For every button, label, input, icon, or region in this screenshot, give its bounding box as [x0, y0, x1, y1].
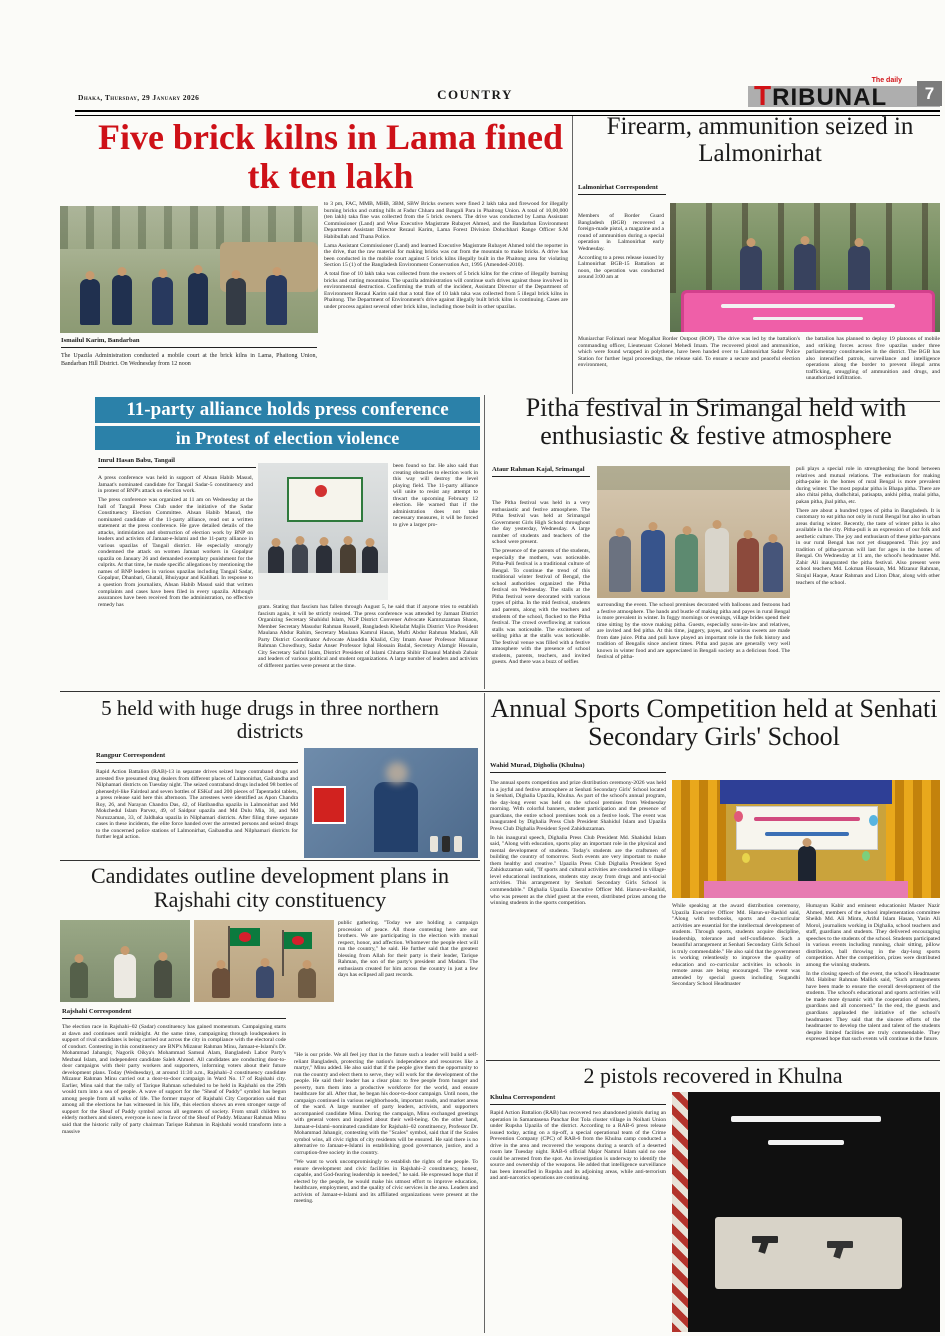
firearm-headline: Firearm, ammunition seized in Lalmonirhat	[606, 113, 914, 167]
paragraph: According to a press release issued by Lalmonirhat BGB-15 Battalion at noon, the operation was conducted around 3:00 am at	[578, 254, 664, 281]
pitha-col-right	[796, 466, 940, 690]
drugs-byline: Rangpur Correspondent	[96, 752, 298, 763]
brick-body	[324, 201, 568, 391]
alliance-byline: Imrul Hasan Babu, Tangail	[98, 457, 256, 468]
alliance-col-right	[393, 463, 478, 600]
alliance-banner-line1: 11-party alliance holds press conference	[95, 397, 480, 423]
paragraph: public gathering. "Today we are holding a campaign procession of peace. All those contesting here are our brothers. We are participating in the election with mutual respect, honor, and affection. Whomever the people elect will run the country," he said. He further said that the greatest blessing from Allah for their party is their leader, Tarique Rahman, the son of the party's president and Madam. The enthusiasm created for him across the country in just a few days has eclipsed all past records.	[338, 920, 478, 979]
paragraph: the battalion has planned to deploy 19 platoons of mobile and striking forces across five upazilas under three parliamentary constituencies in the district. The BGB has also intensified patrols, surveillance and intelligence operations along the border to prevent illegal arms trafficking, smuggling of ammunition and drugs, and unauthorized infiltration.	[806, 336, 940, 382]
pistols-body	[490, 1110, 666, 1292]
photo-drug-arrest	[304, 748, 478, 858]
paragraph: Rapid Action Battalion (RAB) has recovered two abandoned pistols during an operation in Samantasena Panchar Bot Tola cluster village in Noihati Union under Rupsha Upazila of the district. According to a RAB-6 press release issued today, acting on a tip-off, a special operational team of the Crime Prevention Company (CPC) of RAB-6 from the Khulna camp conducted a drive in the area and recovered the weapons during a search of a deserted room late Tuesday night. RAB-6 official Major Namrul Islam said no one could be arrested from the spot. An investigation is underway to identify the source and ownership of the weapons. He added that intelligence surveillance has been intensified in Rupsha and its adjoining areas, while anti-terrorism and anti-narcotics operations are continuing.	[490, 1110, 666, 1182]
paragraph: to 3 pm, FAC, MMB, MHB, 3BM, SBW Bricks owners were fined 2 lakh taka and firewood for illegally burning bricks and cutting hills at Fadur Chhara and Bangali Para in Phaitong Union. A total of 10,00,000 (ten lakh) taka fine was collected from the 5 brick owners. The drive was conducted by Lama Assistant Commissioner (Land) and Wise Executive Magistrate Rubayet Ahmed, and the Bandarban Environment Department Assistant Director Rezaul Karim, Lama Forest Division Doluchhari Range Officer S.M Habibullah and Thana Police.	[324, 201, 568, 240]
sports-col-mid	[672, 903, 800, 1057]
brick-photo-credit: Ismailul Karim, Bandarban	[61, 337, 317, 348]
brick-headline: Five brick kilns in Lama fined tk ten lakh	[97, 117, 564, 196]
alliance-banner-line2: in Protest of election violence	[95, 426, 480, 450]
photo-bgb-soldiers	[670, 203, 940, 332]
pitha-headline: Pitha festival in Srimangal held with enthusiastic & festive atmosphere	[525, 393, 907, 451]
photo-pitha-festival	[597, 466, 790, 598]
rajshahi-col-right	[294, 1052, 478, 1330]
paragraph: A total fine of 10 lakh taka was collected from the owners of 5 brick kilns for the crime of illegally burning bricks and cutting mountains. The upazila administration will continue such drives against those involved in environmental destruction. Confirming the truth of the incident, Assistant Director of the Department of Environment Rezaul Karim said that a total fine of 10 lakh taka was collected from 5 illegal brick kilns in Phaitong. The Department of Environment's drive against illegally built brick kilns is continuing. Cases are under process against several other brick kilns, including those built in other upazilas.	[324, 271, 568, 310]
sports-col-right	[806, 903, 940, 1057]
rajshahi-byline: Rajshahi Correspondent	[62, 1008, 286, 1019]
masthead-prefix: The daily	[871, 77, 902, 84]
page-number: 7	[917, 81, 942, 106]
pitha-col-mid	[597, 602, 790, 690]
firearm-col-wide	[578, 336, 800, 398]
paragraph: been found so far. He also said that creating obstacles to election work in this way will destroy the level playing field. The 11-party alliance will unite to resist any attempt to thwart the upcoming February 12 election. He warned that if the administration does not take necessary measures, it will be forced to give a larger pro-	[393, 463, 478, 528]
drugs-body	[96, 769, 298, 861]
paragraph: The election race in Rajshahi–02 (Sadar) constituency has gained momentum. Campaigning starts at dawn and continues until midnight. At the same time, campaigning through loudspeakers in support of rival candidates is being carried out across the city in compliance with the electoral code of conduct. Contesting in this constituency are BNP's Mizanur Rahman Minu, Jamaat-e-Islami's Dr. Mohammad Jahangir, Nagorik Oikya's Mohammad Samsul Alam, Bangladesh Labor Party's Mezbaul Islam, and independent candidate Saleh Ahmed. All candidates are conducting door-to-door campaigns with their party workers and supporters, informing voters about their future development plans. Today (Wednesday), at around 11:30 a.m., Rajshahi–2 constituency candidate Mizanur Rahman Minu carried out a door-to-door campaign in Ward No. 17 of Rajshahi city. Earlier, Minu said that the rally of Tarique Rahman scheduled to be held in Rajshahi on the 29th would turn into a sea of people. A wave of support for the "Sheaf of Paddy" symbol has begun among people from all walks of life. The former mayor of Rajshahi City Corporation said that among all the elections he has witnessed in his life, this election shows an even stronger surge of support for the Sheaf of Paddy symbol across all segments of society. From small children to elderly mothers and sisters, everyone is now in favor of the Sheaf of Paddy. Mizanur Rahman Minu said that the historic rally of party chairman Tarique Rahman in Rajshahi would transform into a massive	[62, 1024, 286, 1135]
rajshahi-col-left	[62, 1024, 286, 1224]
photo-rajshahi-campaign	[60, 920, 190, 1002]
rajshahi-col-top	[338, 920, 478, 1048]
paragraph: "He is our pride. We all feel joy that in the future such a leader will build a self-reliant Bangladesh, protecting the nation's independence and resources like a martyr," Minu added. He also said that if the people give them the opportunity to run the country and elect them to serve, they will work for the development of the people. He said their leader has a clear plan: to free people from hunger and poverty, turn them into a productive workforce for the world, and ensure healthcare for all. After that, he began his door-to-door campaign. Until noon, the campaign continued in various neighborhoods, important roads, and market areas of the ward. A large number of party leaders, activists, and supporters accompanied candidate Minu. During the campaign, Minu exchanged greetings with general voters and inquired about their well-being. On the other hand, Jamaat-e-Islami–nominated candidate for Rajshahi–02 constituency, Professor Dr. Mohammad Jahangir, contesting with the "Scales" symbol, said that if the Scales symbol wins, all civic rights of city residents will be ensured. He said there is no alternative to Jamaat-e-Islami in establishing good governance, justice, and a corruption-free society in the country.	[294, 1052, 478, 1156]
sports-col-left	[490, 780, 666, 1056]
paragraph: The press conference was organized at 11 am on Wednesday at the hall of Tangail Press Club under the initiative of the Sadar Constituency Election Committee. Ahsan Habib Masud, the nominated candidate of the 11-party alliance, read out a written statement at the press conference. He gave detailed details of the attacks, intimidation and obstruction of election work by BNP on leaders and activists of Jamaat-e-Islami and the 11-party alliance in various upazilas of Tangail district. He especially strongly condemned the attack on women Jamaat workers in Gopalpur upazila on January 26 and demanded exemplary punishment for the culprits. At that time, he made specific allegations by mentioning the names of BNP leaders in various upazilas including Tangail Sadar, Gopalpur, Dhanbari, Ghatail, Bhuiyapur and Kalihati. In response to a question from journalists, Ahsan Habib Masud said that written complaints and cases have been filed in every upazila. Although assurances have been received from the administration, no effective remedy has	[98, 497, 253, 608]
paragraph: surrounding the event. The school premises decorated with balloons and festoons had a festive atmosphere. The hands and bustle of making pitha and payes in rural Bengal is more prevalent in winter. In foggy mornings or evenings, village brides spend their time sitting by the stove making pitha. Guests, especially sons-in-law and relatives, are invited and fed pitha. At this time, jaggery, payes, and various sweets are made from date juice. Pitha and puli have played an important role in the folk history and tradition of Bengalis since ancient times. Pitha and payas are generally very well known in winter food and are appreciated in Bengali society as a delicious food. The festival of pitha-	[597, 602, 790, 661]
paragraph: Humayun Kabir and eminent educationist Master Nazir Ahmed, members of the school implementation committee Sheikh Md. Ali Mintu, Ariful Islam Hasan, Yasin Ali Morol, journalists working in Dighalia, school teachers and staff, guardians and students. They delivered encouraging speeches to the students of the school. Students participated in various events including running, chair sitting, pillow distribution, ball throwing in the day-long sports competition. After the competition, prizes were distributed among the winning students.	[806, 903, 940, 968]
banner-pink	[681, 290, 935, 332]
pistols-headline: 2 pistols recovered in Khulna	[583, 1063, 843, 1088]
pistols-byline: Khulna Correspondent	[490, 1094, 666, 1105]
paragraph: There are about a hundred types of pitha in Bangladesh. It is customary to eat pitha not only in rural Bengal but also in urban areas during winter. Recently, the taste of winter pitha is also available in the city. Pitha-puli is an expression of our folk and aesthetic culture. The joy and enthusiasm of these pitha-parvans in our rural Bengal has not yet disappeared. This joy and tradition of pitha-parvan will last for ages in the homes of Bengal. On Wednesday at 11 am, the school's headmaster Md. Zahir Ali inaugurated the pitha festival. Also present were school teachers Md. Lokman Hossain, Md. Mizanur Rahman, Sirajul Haque, Ataur Rahman and Liton Dhar, along with other teachers of the school.	[796, 507, 940, 586]
brick-caption: The Upazila Administration conducted a mobile court at the brick kilns in Lama, Phaitong Union, Bandarban Hill District. On Wednesday from 12 noon	[61, 353, 317, 367]
paragraph: puli plays a special role in strengthening the bond between relatives and mutual relations. The enthusiasm for making pitha-paise in the homes of rural Bengal is more prevalent during winter. The most popular pitha is Bhapa pitha. There are also chitai pitha, dudhchitai, patisapta, ankhi pitha, malai pitha, pakan pitha, jhal pitha, etc.	[796, 466, 940, 505]
paragraph: Members of Border Guard Bangladesh (BGB) recovered a foreign-made pistol, a magazine and a round of ammunition during a special operation in Lalmonirhat early Wednesday.	[578, 213, 664, 252]
photo-rajshahi-flags	[194, 920, 334, 1002]
firearm-col-right	[806, 336, 940, 398]
paragraph: "We want to work uncompromisingly to establish the rights of the people. To ensure development and civic facilities in Rajshahi–2 constituency, honest, capable, and God-fearing leadership is needed," he said. He expressed hope that if elected by the people, he would make his utmost effort to improve education, healthcare, employment, and the quality of civic services in the area. Leaders and activists of Jamaat-e-Islami and its affiliated organizations were present at the meeting.	[294, 1159, 478, 1205]
rule-above-pistols	[486, 1060, 940, 1061]
paragraph: A press conference was held in support of Ahsan Habib Masud, Jamaat's nominated candidate for Tangail Sadar-5 constituency and in protest of BNP's attack on election work.	[98, 475, 253, 495]
masthead-title	[754, 80, 887, 112]
photo-sports-stage	[672, 780, 940, 898]
date-line: Dhaka, Thursday, 29 January 2026	[78, 93, 200, 102]
pitha-col-left	[492, 500, 590, 690]
firearm-byline: Lalmonirhat Correspondent	[578, 184, 666, 195]
paragraph: Rapid Action Battalion (RAB)-13 in separate drives seized huge contraband drugs and arrested five presumed drug dealers from different places of Lalmonirhat, Gaibandha and Nilphamari districts on Tuesday night. The seized contraband drugs included 98 bottles of phensedyl-like Fairdeal and seven bottles of ESKuf and 200 pieces of Tapentadol tablets, a press release said here this afternoon. The arrestees were identified as Apon Chandra Roy, 26, and Narayan Chandra Das, 42, of Hatibandha upazila in Lalmonirhat and Md Mokchedul Islam Parvez, 49, of Saidpur upazila and Md Dulu Mia, 36, and Md Nuruzzaman, 33, of Jaldhaka upazila in Nilphamari districts. After filing three separate cases in these incidents, the elite force handed over the arrested persons and seized drugs to the concerned police stations of Lalmonirhat, Gaibandha and Nilphamari districts for further legal action.	[96, 769, 298, 841]
divider-top	[572, 116, 573, 394]
paragraph: gram. Stating that fascism has fallen through August 5, he said that if anyone tries to establish fascism again, it will be strictly resisted. The press conference was attended by Jamaat District Organizing Secretary Shahidul Islam, NCP District Convener Advocate Kamruzzaman Shaon, Member Secretary Masudur Rahman Russell, Bangladesh Khelafat Majlis District Vice President Maulana Abdur Rahim, Secretary Maulana Kamrul Hasan, Mufti Abdur Rahman Madani, AB Party District Coordinator Advocate Alauddin Khalid, City Imam Anser Professor Mizanur Rahman Chowdhury, Sadar Anser Professor Iqbal Hossain Badal, Secretary Alamgir Hossain, City Secretary Saiful Islam, District President of Islami Chhatra Shibir Ehsanul Mahbub Zubair and leaders of various political and student organizations. A large number of leaders and activists of different parties were present at the time.	[258, 604, 478, 669]
paragraph: In his inaugural speech, Dighalia Press Club President Md. Shahidul Islam said, "Along with education, sports play an important role in the physical and mental development of students. Today's students are the craftsmen of building the country of tomorrow. Such events are very important to make them healthy and creative." Upazila Press Club Dighalia President Syed Zahiduzzaman said, "If sports and cultural activities are conducted in village-level educational institutions, students stay away from drugs and anti-social activities. This arrangement by Senhati Secondary Girls School is commendable." Dighalia Upazila Executive Officer Md. Harun-ur-Rashid, who was present as the chief guest at the event, distributed prizes among the winning students in the sports competition.	[490, 834, 666, 907]
alliance-bottom-block	[258, 604, 478, 690]
drugs-headline: 5 held with huge drugs in three northern districts	[101, 696, 439, 743]
rajshahi-headline: Candidates outline development plans in Rajshahi city constituency	[90, 863, 450, 912]
masthead	[748, 78, 942, 110]
alliance-col-left	[98, 475, 253, 671]
paragraph: Lama Assistant Commissioner (Land) and learned Executive Magistrate Rubayet Ahmed told the reporter in the drive, that the raw material for making bricks was cut from the mountain to make bricks. A drive has been conducted in the mobile court against 5 brick kilns illegally built in the Phaitong area for violating Section 15 (1) of the Bangladesh Environment Conservation Act, 1995 (Amended-2010).	[324, 242, 568, 269]
firearm-col-narrow	[578, 213, 664, 333]
paragraph: The Pitha festival was held in a very enthusiastic and festive atmosphere. The Pitha festival was held at Srimangal Government Girls High School throughout the day yesterday, Wednesday. A large number of students and teachers of the school were present.	[492, 500, 590, 546]
divider-bottom	[484, 693, 485, 1333]
rule-mid-page	[60, 691, 940, 692]
section-label: COUNTRY	[437, 87, 513, 102]
photo-brick-kiln	[60, 206, 318, 333]
photo-press-conference	[258, 463, 388, 600]
paragraph: Muniarchar Folimari near Mogalhat Border Outpost (BOP). The drive was led by the battalion's commanding officer, Lieutenant Colonel Mehedi Imam. The recovered pistol and ammunition, which were found wrapped in polythene, have been handed over to Lalmonirhat Sadar Police Station for further legal proceedings, the release said. To ensure a secure and peaceful election environment,	[578, 336, 800, 369]
paragraph: The presence of the parents of the students, especially the mothers, was noticeable. Pitha-Puli festival is a traditional culture of Bengal. To continue the trend of this traditional winter festival of Bengal, the school authorities organized the Pitha festival on Wednesday. The stalls at the Pitha festival were decorated with various types of pitha. In the mid festival, students and parents, along with the teachers and students of the school, flocked to the Pitha festival. The crowd overflowing at various stalls was noticeable. The excitement of selling pitha at the stalls was noticeable. The festival venue was filled with a festive atmosphere with the presence of school students, parents, teachers, and invited guests. And there was a buzz of selfies	[492, 548, 590, 666]
masthead-title-initial: T	[754, 80, 773, 111]
divider-middle	[484, 395, 485, 689]
sports-headline: Annual Sports Competition held at Senhati Secondary Girls' School	[490, 694, 938, 752]
paragraph: In the closing speech of the event, the school's Headmaster Md. Habibur Rahman Mallick said, "Such arrangements have been made to ensure the overall development of the students. The school's educational and sports activities will be made more dynamic with the cooperation of teachers, guardians and all concerned." In the end, the guests and guardians applauded the initiative of the school's headmaster. They said that the sincere efforts of the headmaster to develop the talent and talent of the students despite limited facilities are truly commendable. They expressed hope that such events will continue in the future.	[806, 970, 940, 1043]
paragraph: The annual sports competition and prize distribution ceremony-2026 was held in a joyful and festive atmosphere at Senhati Secondary Girls' School located in Senhati, Dighalia Upazila, Khulna. As part of the school's annual program, the day-long event was held on the school premises from Wednesday morning. With colorful banners, student participation and the presence of guardians, the entire school premises took on a festive look. The event was inaugurated by Dighalia Press Club President Shahidul Islam and Upazila Press Club Dighalia President Syed Zahiduzzaman.	[490, 780, 666, 832]
photo-khulna-pistols	[672, 1092, 940, 1332]
masthead-title-rest: RIBUNAL	[772, 84, 888, 111]
sports-byline: Wahid Murad, Digholia (Khulna)	[490, 762, 666, 773]
paragraph: While speaking at the award distribution ceremony, Upazila Executive Officer Md. Harun-ur-Rashid said, "Along with textbooks, sports and co-curricular activities are essential for the intellectual development of students. Through sports, students acquire discipline, leadership, tolerance and self-confidence. Such a beautiful arrangement at Senhati Secondary Girls School is truly commendable." He also said that the government is working relentlessly to improve the quality of education and co-curricular activities in schools in remote areas are being encouraged. The event was attended by special guests including Sugandhi Secondary School Headmaster	[672, 903, 800, 988]
pitha-byline: Ataur Rahman Kajal, Srimangal	[492, 466, 590, 477]
rule-above-rajshahi	[60, 860, 480, 861]
